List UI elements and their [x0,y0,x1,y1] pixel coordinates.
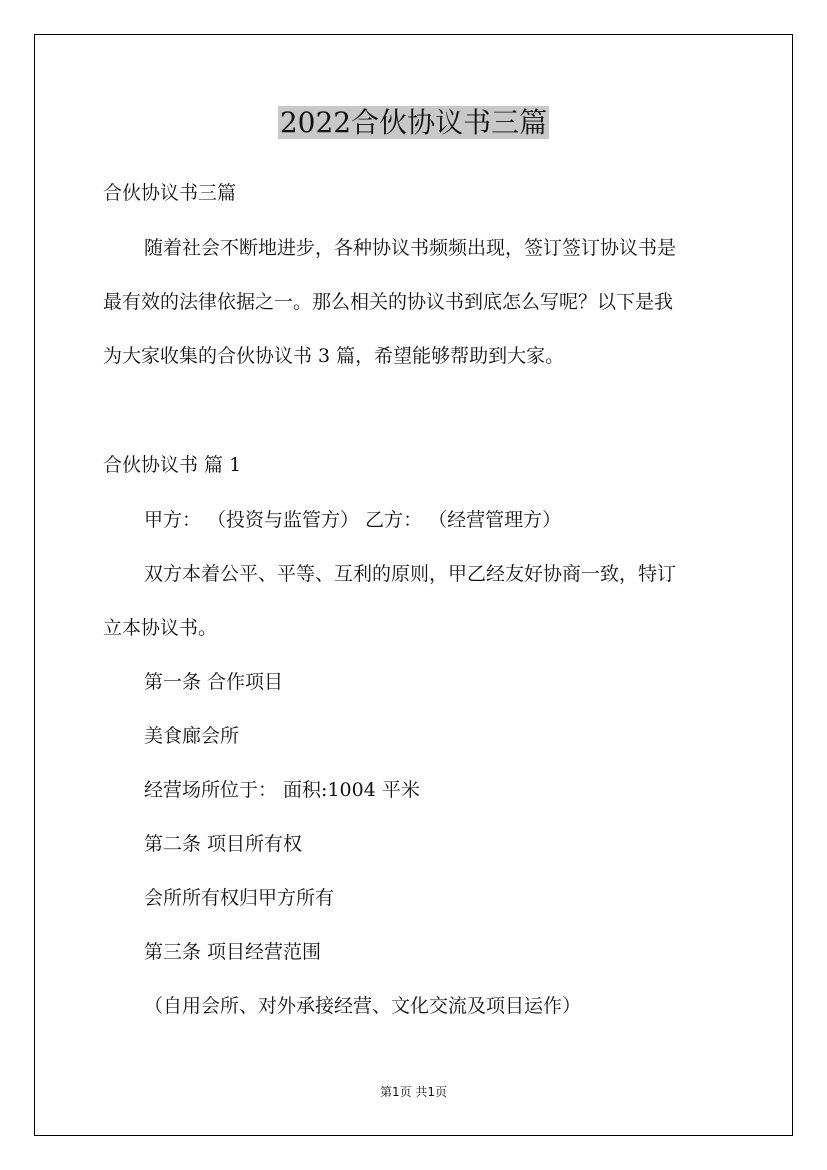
intro-line-2: 最有效的法律依据之一。那么相关的协议书到底怎么写呢？以下是我 [103,291,674,313]
subtitle: 合伙协议书三篇 [103,182,237,204]
article-1-location: 经营场所位于： 面积:1004 平米 [144,779,420,801]
principle-line-1: 双方本着公平、平等、互利的原则，甲乙经友好协商一致，特订 [144,563,677,585]
intro-line-3: 为大家收集的合伙协议书 3 篇，希望能够帮助到大家。 [103,345,565,367]
section-heading: 合伙协议书 篇 1 [103,454,242,476]
page-footer: 第1页 共1页 [379,1085,448,1099]
document-title [0,104,827,142]
article-3-body: （自用会所、对外承接经营、文化交流及项目运作） [144,995,582,1017]
article-2-heading: 第二条 项目所有权 [144,833,303,855]
document-title-text: 2022合伙协议书三篇 [279,106,548,139]
principle-line-2: 立本协议书。 [103,617,218,639]
article-2-body: 会所所有权归甲方所有 [144,887,335,909]
article-1-heading: 第一条 合作项目 [144,671,284,693]
article-3-heading: 第三条 项目经营范围 [144,941,322,963]
intro-line-1: 随着社会不断地进步，各种协议书频频出现，签订签订协议书是 [144,237,677,259]
article-1-item: 美食廊会所 [144,725,240,747]
parties-line: 甲方： （投资与监管方） 乙方： （经营管理方） [144,509,562,531]
